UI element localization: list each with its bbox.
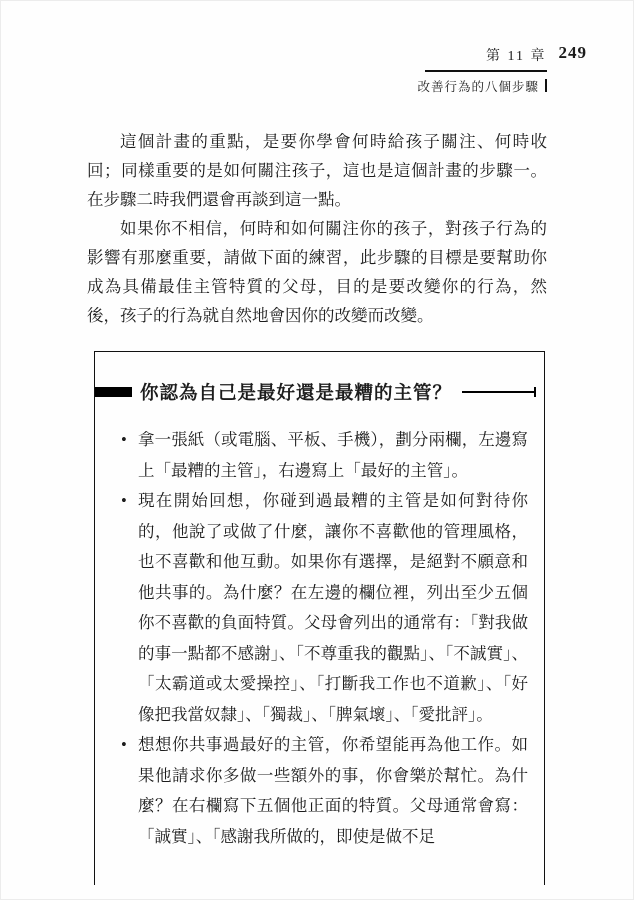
bullet-list [95,421,544,852]
page-number: 249 [558,43,587,62]
bullet-text: 現在開始回想，你碰到過最糟的主管是如何對待你的，他說了或做了什麼，讓你不喜歡他的管理風格，也不喜歡和他互動。如果你有選擇，是絕對不願意和他共事的。為什麼？在左邊的欄位裡，列出至少五個你不喜歡的負面特質。父母會列出的通常有：「對我做的事一點都不感謝」、「不尊重我的觀點」、「不誠實」、「太霸道或太愛操控」、「打斷我工作也不道歉」、「好像把我當奴隸」、「獨裁」、「脾氣壞」、「愛批評」。 [138,491,528,724]
page-header [417,45,587,95]
title-end-tick [534,387,536,397]
header-tick [545,79,547,92]
body-paragraph: 如果你不相信，何時和如何關注你的孩子，對孩子行為的影響有那麼重要，請做下面的練習，此步驟的目標是要幫助你成為具備最佳主管特質的父母，目的是要改變你的行為，然後，孩子的行為就自然地會因你的改變而改變。 [87,219,547,325]
chapter-title: 改善行為的八個步驟 [417,79,539,94]
title-bar-marker [95,387,132,397]
exercise-box-title-row [95,379,544,405]
exercise-box [94,351,545,885]
title-rule [462,391,534,393]
list-item [121,730,528,852]
header-left [417,45,546,95]
body-paragraph: 這個計畫的重點，是要你學會何時給孩子關注、何時收回；同樣重要的是如何關注孩子，這也是這個計畫的步驟一。在步驟二時我們還會再談到這一點。 [87,132,547,209]
list-item [121,425,528,486]
list-item [121,486,528,730]
chapter-label: 第 11 章 [486,49,547,64]
page-content [1,1,633,885]
exercise-box-title: 你認為自己是最好還是最糟的主管？ [140,384,453,404]
bullet-icon: • [121,430,127,449]
bullet-icon: • [121,491,127,510]
header-subtitle-row [417,77,546,95]
bullet-text: 拿一張紙（或電腦、平板、手機），劃分兩欄，左邊寫上「最糟的主管」，右邊寫上「最好的主管」。 [138,430,528,480]
bullet-text: 想想你共事過最好的主管，你希望能再為他工作。如果他請求你多做一些額外的事，你會樂於幫忙。為什麼？在右欄寫下五個他正面的特質。父母通常會寫：「誠實」、「感謝我所做的，即使是做不足 [138,735,528,846]
bullet-icon: • [121,735,127,754]
header-rule [425,70,547,72]
